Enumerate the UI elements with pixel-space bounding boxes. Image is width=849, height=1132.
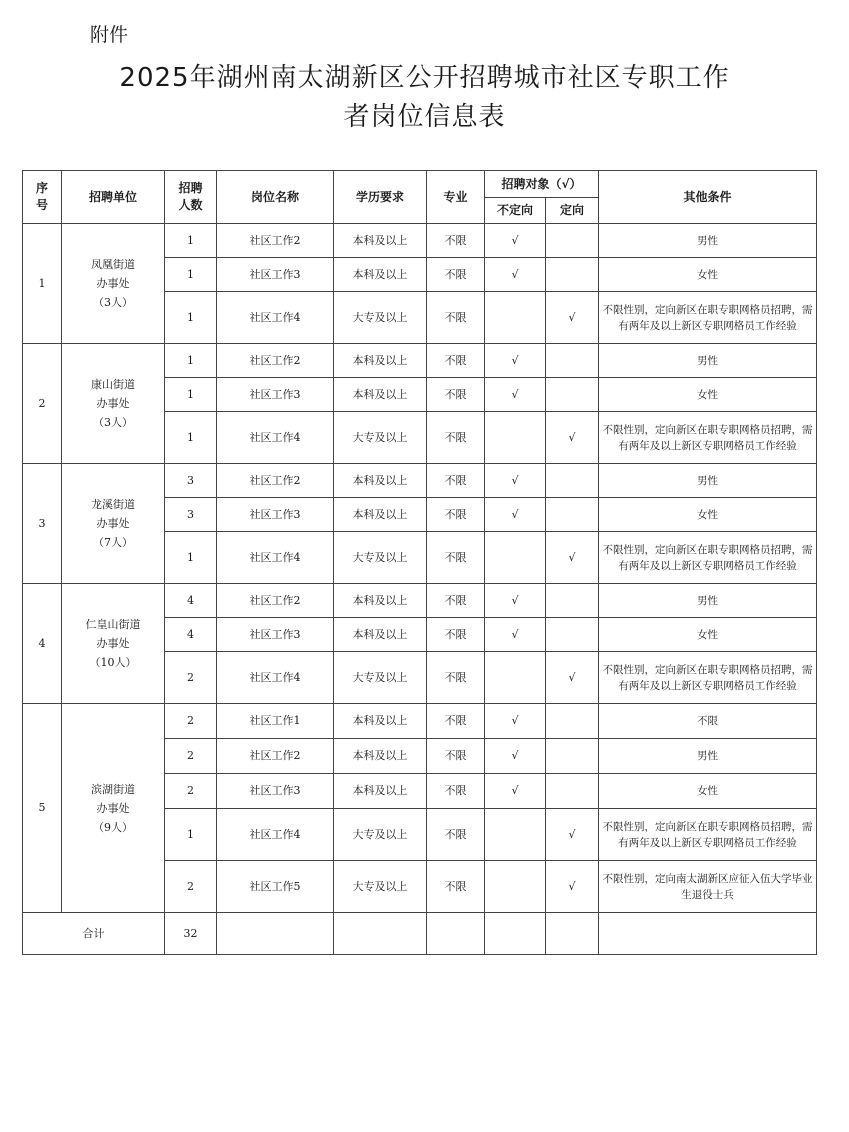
target-open-cell: √ xyxy=(485,739,546,774)
table-body xyxy=(23,224,817,955)
target-directed-cell xyxy=(546,464,599,498)
other-conditions-cell: 不限 xyxy=(599,704,817,739)
target-open-cell: √ xyxy=(485,584,546,618)
target-directed-cell xyxy=(546,344,599,378)
major-cell: 不限 xyxy=(427,652,485,704)
count-cell: 3 xyxy=(165,498,217,532)
other-conditions-cell: 女性 xyxy=(599,498,817,532)
position-cell: 社区工作3 xyxy=(217,618,334,652)
total-row xyxy=(23,913,817,955)
major-cell: 不限 xyxy=(427,258,485,292)
target-open-cell: √ xyxy=(485,774,546,809)
other-conditions-cell: 女性 xyxy=(599,774,817,809)
position-cell: 社区工作3 xyxy=(217,378,334,412)
unit-cell: 滨湖街道 办事处 （9人） xyxy=(62,704,165,913)
header-target-open: 不定向 xyxy=(485,198,546,224)
target-open-cell xyxy=(485,292,546,344)
header-count: 招聘人数 xyxy=(165,171,217,224)
header-education: 学历要求 xyxy=(334,171,427,224)
position-cell: 社区工作4 xyxy=(217,652,334,704)
education-cell: 大专及以上 xyxy=(334,412,427,464)
education-cell: 本科及以上 xyxy=(334,498,427,532)
education-cell: 本科及以上 xyxy=(334,378,427,412)
education-cell: 大专及以上 xyxy=(334,809,427,861)
seq-cell: 4 xyxy=(23,584,62,704)
target-open-cell xyxy=(485,412,546,464)
header-target: 招聘对象（√） xyxy=(485,171,599,198)
position-cell: 社区工作3 xyxy=(217,774,334,809)
header-other: 其他条件 xyxy=(599,171,817,224)
other-conditions-cell: 女性 xyxy=(599,618,817,652)
other-conditions-cell: 不限性别，定向新区在职专职网格员招聘，需有两年及以上新区专职网格员工作经验 xyxy=(599,532,817,584)
seq-cell: 1 xyxy=(23,224,62,344)
major-cell: 不限 xyxy=(427,809,485,861)
target-open-cell: √ xyxy=(485,344,546,378)
target-directed-cell: √ xyxy=(546,809,599,861)
position-cell: 社区工作4 xyxy=(217,532,334,584)
target-open-cell xyxy=(485,809,546,861)
total-empty xyxy=(334,913,427,955)
table-row xyxy=(23,224,817,258)
document-title-line2: 者岗位信息表 xyxy=(343,102,506,132)
other-conditions-cell: 女性 xyxy=(599,378,817,412)
table-header xyxy=(23,171,817,224)
target-directed-cell xyxy=(546,704,599,739)
major-cell: 不限 xyxy=(427,532,485,584)
total-empty xyxy=(599,913,817,955)
unit-cell: 龙溪街道 办事处 （7人） xyxy=(62,464,165,584)
major-cell: 不限 xyxy=(427,774,485,809)
target-open-cell: √ xyxy=(485,464,546,498)
seq-cell: 3 xyxy=(23,464,62,584)
target-directed-cell xyxy=(546,774,599,809)
target-open-cell xyxy=(485,861,546,913)
target-directed-cell: √ xyxy=(546,292,599,344)
target-directed-cell xyxy=(546,224,599,258)
unit-cell: 凤凰街道 办事处 （3人） xyxy=(62,224,165,344)
position-cell: 社区工作2 xyxy=(217,584,334,618)
education-cell: 本科及以上 xyxy=(334,618,427,652)
education-cell: 大专及以上 xyxy=(334,861,427,913)
position-cell: 社区工作3 xyxy=(217,258,334,292)
attachment-label: 附件 xyxy=(90,24,129,46)
other-conditions-cell: 不限性别，定向新区在职专职网格员招聘，需有两年及以上新区专职网格员工作经验 xyxy=(599,412,817,464)
other-conditions-cell: 女性 xyxy=(599,258,817,292)
education-cell: 本科及以上 xyxy=(334,584,427,618)
table-row xyxy=(23,584,817,618)
position-cell: 社区工作1 xyxy=(217,704,334,739)
major-cell: 不限 xyxy=(427,378,485,412)
count-cell: 1 xyxy=(165,412,217,464)
education-cell: 本科及以上 xyxy=(334,704,427,739)
position-cell: 社区工作2 xyxy=(217,344,334,378)
header-seq: 序号 xyxy=(23,171,62,224)
position-cell: 社区工作2 xyxy=(217,464,334,498)
other-conditions-cell: 不限性别，定向新区在职专职网格员招聘，需有两年及以上新区专职网格员工作经验 xyxy=(599,809,817,861)
other-conditions-cell: 男性 xyxy=(599,224,817,258)
target-open-cell: √ xyxy=(485,704,546,739)
count-cell: 1 xyxy=(165,378,217,412)
education-cell: 大专及以上 xyxy=(334,652,427,704)
major-cell: 不限 xyxy=(427,344,485,378)
position-cell: 社区工作4 xyxy=(217,292,334,344)
other-conditions-cell: 不限性别，定向新区在职专职网格员招聘，需有两年及以上新区专职网格员工作经验 xyxy=(599,652,817,704)
count-cell: 1 xyxy=(165,532,217,584)
other-conditions-cell: 男性 xyxy=(599,464,817,498)
target-open-cell: √ xyxy=(485,378,546,412)
other-conditions-cell: 不限性别，定向新区在职专职网格员招聘，需有两年及以上新区专职网格员工作经验 xyxy=(599,292,817,344)
major-cell: 不限 xyxy=(427,292,485,344)
target-directed-cell: √ xyxy=(546,412,599,464)
recruitment-table xyxy=(22,170,817,955)
major-cell: 不限 xyxy=(427,861,485,913)
target-open-cell: √ xyxy=(485,258,546,292)
major-cell: 不限 xyxy=(427,224,485,258)
count-cell: 4 xyxy=(165,584,217,618)
target-open-cell: √ xyxy=(485,618,546,652)
target-directed-cell xyxy=(546,498,599,532)
table-row xyxy=(23,344,817,378)
seq-cell: 2 xyxy=(23,344,62,464)
total-count: 32 xyxy=(165,913,217,955)
education-cell: 本科及以上 xyxy=(334,774,427,809)
header-major: 专业 xyxy=(427,171,485,224)
count-cell: 1 xyxy=(165,224,217,258)
header-position: 岗位名称 xyxy=(217,171,334,224)
target-directed-cell: √ xyxy=(546,532,599,584)
count-cell: 2 xyxy=(165,704,217,739)
document-title-line1: 2025年湖州南太湖新区公开招聘城市社区专职工作 xyxy=(119,63,730,93)
education-cell: 大专及以上 xyxy=(334,532,427,584)
seq-cell: 5 xyxy=(23,704,62,913)
unit-cell: 仁皇山街道 办事处 （10人） xyxy=(62,584,165,704)
target-open-cell xyxy=(485,532,546,584)
total-empty xyxy=(427,913,485,955)
table-row xyxy=(23,464,817,498)
count-cell: 3 xyxy=(165,464,217,498)
target-directed-cell: √ xyxy=(546,861,599,913)
total-empty xyxy=(485,913,546,955)
position-cell: 社区工作2 xyxy=(217,739,334,774)
other-conditions-cell: 男性 xyxy=(599,584,817,618)
target-directed-cell xyxy=(546,258,599,292)
position-cell: 社区工作2 xyxy=(217,224,334,258)
total-label: 合计 xyxy=(23,913,165,955)
target-directed-cell xyxy=(546,378,599,412)
target-directed-cell xyxy=(546,584,599,618)
other-conditions-cell: 不限性别，定向南太湖新区应征入伍大学毕业生退役士兵 xyxy=(599,861,817,913)
education-cell: 本科及以上 xyxy=(334,344,427,378)
major-cell: 不限 xyxy=(427,704,485,739)
total-empty xyxy=(217,913,334,955)
header-unit: 招聘单位 xyxy=(62,171,165,224)
count-cell: 1 xyxy=(165,292,217,344)
count-cell: 2 xyxy=(165,861,217,913)
position-cell: 社区工作4 xyxy=(217,412,334,464)
count-cell: 2 xyxy=(165,774,217,809)
unit-cell: 康山街道 办事处 （3人） xyxy=(62,344,165,464)
target-open-cell: √ xyxy=(485,498,546,532)
education-cell: 本科及以上 xyxy=(334,464,427,498)
major-cell: 不限 xyxy=(427,498,485,532)
target-open-cell xyxy=(485,652,546,704)
count-cell: 1 xyxy=(165,258,217,292)
major-cell: 不限 xyxy=(427,584,485,618)
education-cell: 大专及以上 xyxy=(334,292,427,344)
position-cell: 社区工作4 xyxy=(217,809,334,861)
position-cell: 社区工作3 xyxy=(217,498,334,532)
education-cell: 本科及以上 xyxy=(334,224,427,258)
target-directed-cell: √ xyxy=(546,652,599,704)
count-cell: 2 xyxy=(165,652,217,704)
major-cell: 不限 xyxy=(427,618,485,652)
other-conditions-cell: 男性 xyxy=(599,344,817,378)
total-empty xyxy=(546,913,599,955)
count-cell: 1 xyxy=(165,809,217,861)
major-cell: 不限 xyxy=(427,412,485,464)
target-open-cell: √ xyxy=(485,224,546,258)
education-cell: 本科及以上 xyxy=(334,258,427,292)
table-row xyxy=(23,704,817,739)
other-conditions-cell: 男性 xyxy=(599,739,817,774)
target-directed-cell xyxy=(546,618,599,652)
target-directed-cell xyxy=(546,739,599,774)
count-cell: 1 xyxy=(165,344,217,378)
major-cell: 不限 xyxy=(427,739,485,774)
education-cell: 本科及以上 xyxy=(334,739,427,774)
header-target-directed: 定向 xyxy=(546,198,599,224)
major-cell: 不限 xyxy=(427,464,485,498)
count-cell: 4 xyxy=(165,618,217,652)
count-cell: 2 xyxy=(165,739,217,774)
position-cell: 社区工作5 xyxy=(217,861,334,913)
